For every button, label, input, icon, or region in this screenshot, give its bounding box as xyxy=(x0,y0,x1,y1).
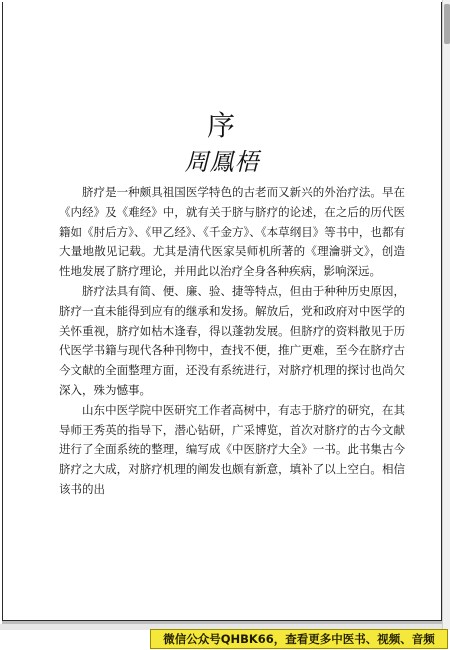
paragraph: 脐疗法具有简、便、廉、验、捷等特点，但由于种种历史原因，脐疗一直未能得到应有的继承和发扬。解放后，党和政府对中医学的关怀重视，脐疗如枯木逢春，得以蓬勃发展。但脐疗的资料散见于历代医学书籍与现代各种刊物中，查找不便，推广更难，至今在脐疗古今文献的全面整理方面，还没有系统进行，对脐疗机理的探讨也尚欠深入，殊为憾事。 xyxy=(59,283,405,397)
paragraph: 山东中医学院中医研究工作者高树中，有志于脐疗的研究，在其导师王秀英的指导下，潜心钻研，广采博览，首次对脐疗的古今文献进行了全面系统的整理，编写成《中医脐疗大全》一书。此书集古今脐疗之大成，对脐疗机理的阐发也颇有新意，填补了以上空白。相信该书的出 xyxy=(59,402,405,496)
paragraph: 脐疗是一种颇具祖国医学特色的古老而又新兴的外治疗法。早在《内经》及《难经》中，就有关于脐与脐疗的论述，在之后的历代医籍如《肘后方》、《甲乙经》、《千金方》、《本草纲目》等书中，也都有大量地散见记载。尤其是清代医家吴师机所著的《理瀹骈文》，创造性地发展了脐疗理论，并用此以治疗全身各种疾病，影响深远。 xyxy=(59,185,405,279)
preface-heading: 序 xyxy=(206,109,237,142)
vertical-scrollbar[interactable] xyxy=(442,0,450,630)
watermark-banner: 微信公众号QHBK66，查看更多中医书、视频、音频 xyxy=(150,629,448,649)
document-page xyxy=(2,2,442,621)
preface-body xyxy=(59,183,405,500)
author-signature: 周鳳梧 xyxy=(184,148,260,176)
scrollbar-thumb[interactable] xyxy=(444,4,450,44)
